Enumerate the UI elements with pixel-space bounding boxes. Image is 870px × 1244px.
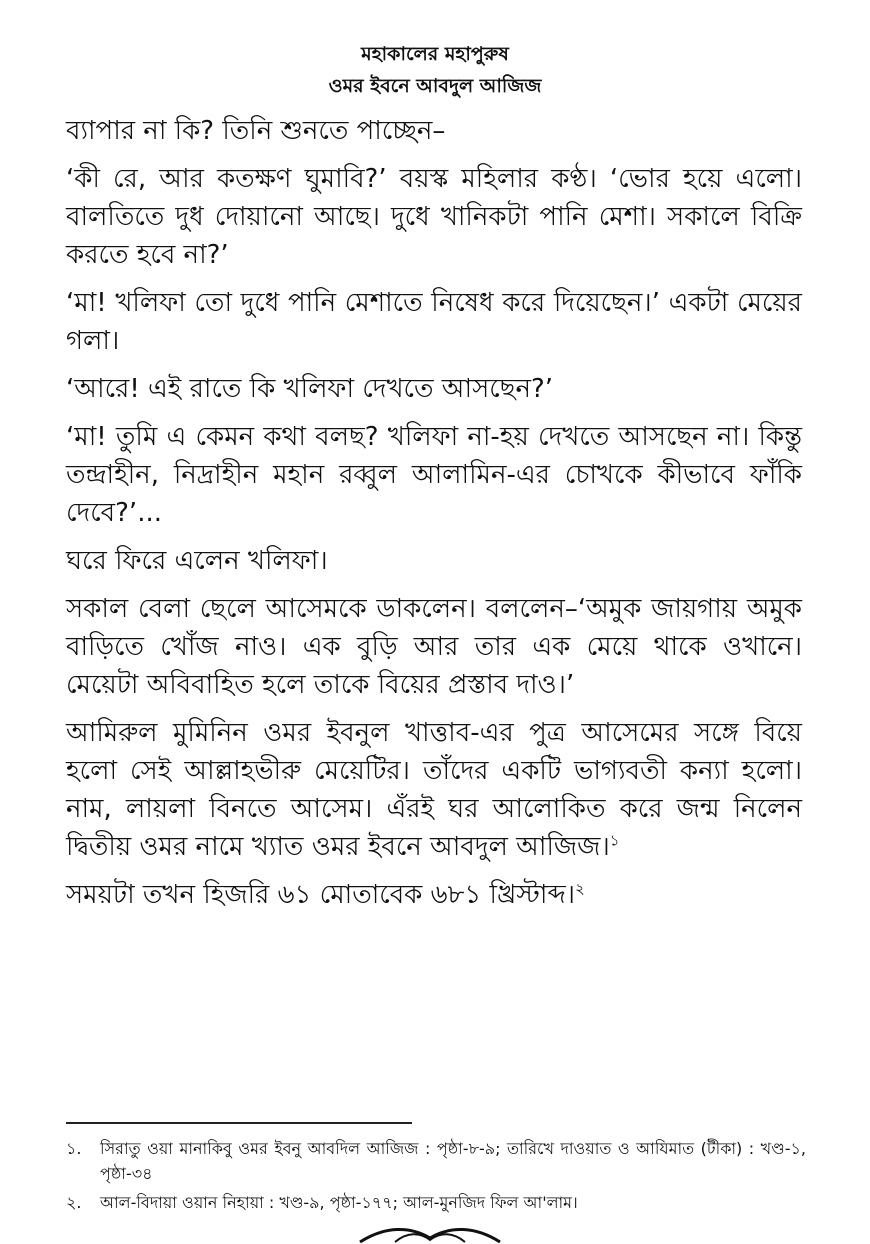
- paragraph-8-text: আমিরুল মুমিনিন ওমর ইবনুল খাত্তাব-এর পুত্র আসেমের সঙ্গে বিয়ে হলো সেই আল্লাহভীরু মেয়েটির। তাঁদের একটি ভাগ্যবতী কন্যা হলো। নাম, লায়লা বিনতে আসেম। এঁরই ঘর আলোকিত করে জন্ম নিলেন দ্বিতীয় ওমর নামে খ্যাত ওমর ইবনে আবদুল আজিজ।: [66, 718, 802, 862]
- footnote-2: [66, 1190, 806, 1215]
- footnote-text: সিরাতু ওয়া মানাকিবু ওমর ইবনু আবদিল আজিজ : পৃষ্ঠা-৮-৯; তারিখে দাওয়াত ও আযিমাত (টীকা) : খণ্ড-১, পৃষ্ঠা-৩৪: [100, 1139, 806, 1183]
- body-text: [66, 112, 802, 924]
- paragraph-3: ‘মা! খলিফা তো দুধে পানি মেশাতে নিষেধ করে দিয়েছেন।’ একটা মেয়ের গলা।: [66, 288, 802, 356]
- footnote-marker-1[interactable]: ১: [609, 831, 620, 850]
- book-title: মহাকালের মহাপুরুষ: [361, 43, 509, 65]
- paragraph-5: ‘মা! তুমি এ কেমন কথা বলছ? খলিফা না-হয় দেখতে আসছেন না। কিন্তু তন্দ্রাহীন, নিদ্রাহীন মহান রব্বুল আলামিন-এর চোখকে কীভাবে ফাঁকি দেবে?’...: [66, 422, 802, 528]
- footnote-number: ১.: [66, 1139, 82, 1158]
- paragraph-7: সকাল বেলা ছেলে আসেমকে ডাকলেন। বললেন–‘অমুক জায়গায় অমুক বাড়িতে খোঁজ নাও। এক বুড়ি আর তার এক মেয়ে থাকে ওখানে। মেয়েটা অবিবাহিত হলে তাকে বিয়ের প্রস্তাব দাও।’: [66, 594, 802, 700]
- paragraph-9-text: সময়টা তখন হিজরি ৬১ মোতাবেক ৬৮১ খ্রিস্টাব্দ।: [66, 880, 576, 910]
- paragraph-8: [66, 714, 802, 866]
- footnote-text: আল-বিদায়া ওয়ান নিহায়া : খণ্ড-৯, পৃষ্ঠা-১৭৭; আল-মুনজিদ ফিল আ'লাম।: [100, 1193, 578, 1212]
- paragraph-4: ‘আরে! এই রাতে কি খলিফা দেখতে আসছেন?’: [66, 374, 554, 404]
- paragraph-9: [66, 876, 802, 914]
- footnote-1: [66, 1136, 806, 1186]
- paragraph-2: ‘কী রে, আর কতক্ষণ ঘুমাবি?’ বয়স্ক মহিলার কণ্ঠ। ‘ভোর হয়ে এলো। বালতিতে দুধ দোয়ানো আছে। দুধে খানিকটা পানি মেশা। সকালে বিক্রি করতে হবে না?’: [66, 164, 802, 270]
- footnote-marker-2[interactable]: ২: [575, 879, 585, 898]
- chapter-title: ওমর ইবনে আবদুল আজিজ: [328, 75, 542, 97]
- paragraph-6: ঘরে ফিরে এলেন খলিফা।: [66, 546, 328, 576]
- footnotes: [66, 1136, 806, 1219]
- footnote-divider: [66, 1122, 412, 1124]
- page-ornament-icon: [355, 1222, 505, 1244]
- running-header: [0, 38, 870, 102]
- footnote-number: ২.: [66, 1193, 82, 1212]
- paragraph-1: ব্যাপার না কি? তিনি শুনতে পাচ্ছেন–: [66, 116, 446, 146]
